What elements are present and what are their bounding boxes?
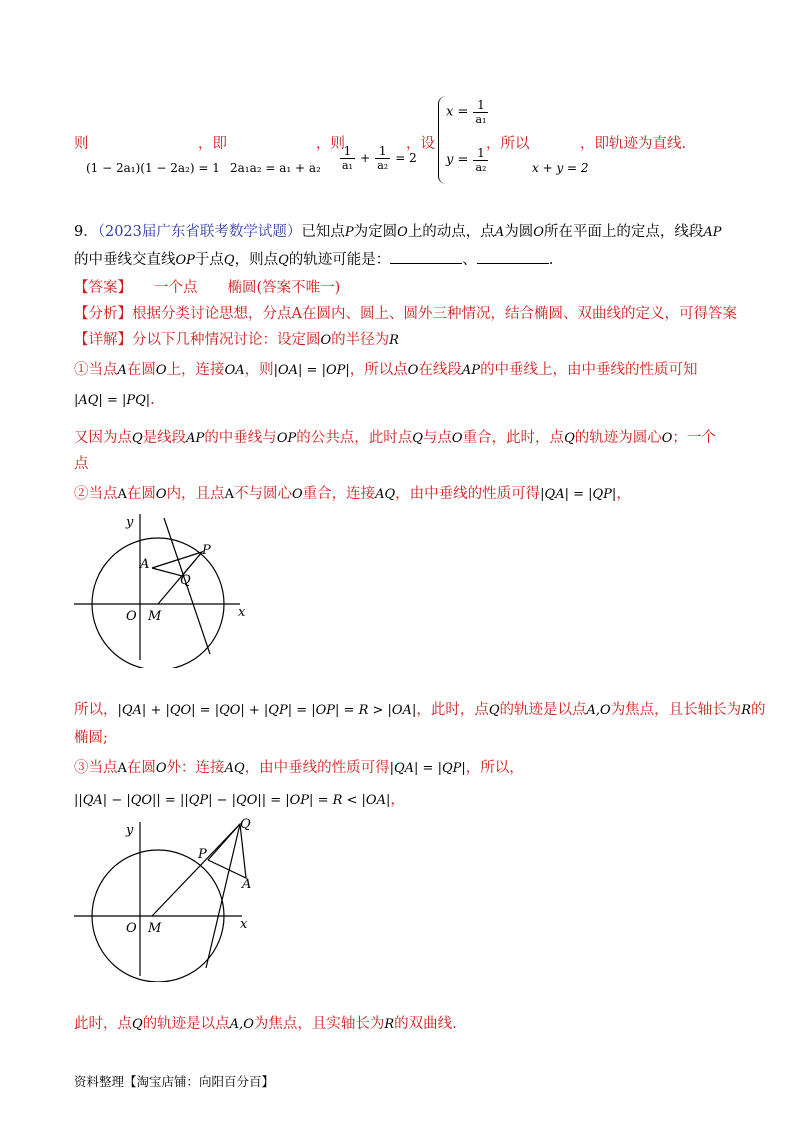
analysis-label: 【分析】: [74, 306, 132, 322]
case1-line-4: 点: [74, 456, 89, 472]
frac1-den: a₁: [342, 159, 353, 172]
frac2-den: a₂: [377, 159, 389, 172]
case2-line-1: ②当点A在圆O内，且点A不与圆心O重合，连接AQ，由中垂线的性质可得|QA| = |QP|，: [74, 486, 631, 502]
case3-line-2: ||QA| − |QO|| = ||QP| − |QO|| = |OP| = R < |OA|，: [74, 792, 405, 808]
frac1-num: 1: [340, 144, 355, 159]
case1-line-2: |AQ| = |PQ|.: [74, 392, 155, 408]
top-conclusion: ，即轨迹为直线.: [580, 136, 687, 152]
analysis-line: [74, 302, 737, 323]
top-ze2: ，则: [316, 136, 345, 152]
detail-intro: 【详解】分以下几种情况讨论：设定圆O的半径为R: [74, 332, 399, 348]
answer-blank-2: [477, 251, 549, 264]
fig1-label-y: y: [126, 515, 134, 530]
fig2-line-MQ: [152, 824, 240, 916]
analysis-text: 根据分类讨论思想，分点A在圆内、圆上、圆外三种情况，结合椭圆、双曲线的定义，可得答案: [132, 306, 737, 322]
case1-line-3: 又因为点Q是线段AP的中垂线与OP的公共点，此时点Q与点O重合，此时，点Q的轨迹为圆心O；一个: [74, 430, 716, 446]
footer-source: 资料整理【淘宝店铺：向阳百分百】: [74, 1074, 275, 1089]
fig2-label-P: P: [198, 847, 207, 862]
answer-line: [74, 276, 340, 297]
case2-result-1: 所以，|QA| + |QO| = |QO| + |QP| = |OP| = R > |OA|，此时，点Q的轨迹是以点A,O为焦点，且长轴长为R的: [74, 702, 766, 718]
fig2-label-M: M: [148, 921, 162, 936]
answer-1: 一个点: [154, 280, 198, 296]
case3-line-1: ③当点A在圆O外：连接AQ，由中垂线的性质可得|QA| = |QP|，所以，: [74, 760, 524, 776]
answer-label: 【答案】: [74, 280, 132, 296]
top-suoyi: ，所以: [486, 136, 530, 152]
figure-ellipse-case: [70, 508, 250, 668]
case3-result: 此时，点Q的轨迹是以点A,O为焦点，且实轴长为R的双曲线.: [74, 1016, 457, 1032]
fig2-label-y: y: [126, 823, 134, 838]
frac2-num: 1: [375, 144, 390, 159]
fig2-perp-bisector: [206, 824, 240, 968]
problem-number: 9．: [74, 224, 98, 240]
answer-2: 椭圆(答案不唯一): [227, 280, 341, 296]
system-y: y = $\frac{1}{\text{a₂}}$: [446, 146, 487, 174]
top-eq2: 2a₁a₂ = a₁ + a₂: [230, 161, 321, 175]
fig1-label-M: M: [148, 609, 162, 624]
fig1-label-O: O: [126, 609, 137, 624]
fig2-label-O: O: [126, 921, 137, 936]
case1-line-1: ①当点A在圆O上，连接OA，则|OA| = |OP|，所以点O在线段AP的中垂线上，由中垂线的性质可知: [74, 362, 698, 378]
fig2-label-A: A: [242, 877, 252, 892]
detail-label: 【详解】: [74, 332, 132, 348]
problem-line-1: 9．（2023届广东省联考数学试题）已知点P为定圆O上的动点，点A为圆O所在平面上的定点，线段AP: [74, 224, 722, 240]
case2-result-2: 椭圆;: [74, 730, 108, 746]
fig1-label-A: A: [140, 557, 150, 572]
problem-source: （2023届广东省联考数学试题）: [97, 224, 302, 240]
top-ze: 则: [74, 136, 89, 152]
fig1-label-x: x: [238, 605, 246, 620]
frac-eq: = 2: [395, 151, 417, 165]
frac-plus: +: [360, 151, 371, 165]
system-x: x = $\frac{1}{\text{a₁}}$: [446, 98, 487, 126]
fig1-label-Q: Q: [180, 573, 191, 588]
top-frac-expr: [340, 144, 417, 172]
top-eq1: (1 − 2a₁)(1 − 2a₂) = 1: [86, 161, 220, 175]
top-she: ，设: [406, 136, 435, 152]
fig1-label-P: P: [202, 543, 211, 558]
problem-line-2: 的中垂线交直线OP于点Q，则点Q的轨迹可能是： 、 .: [74, 252, 554, 268]
answer-blank-1: [390, 251, 462, 264]
fig2-label-Q: Q: [240, 817, 251, 832]
top-eq-final: x + y = 2: [532, 161, 589, 175]
fig2-label-x: x: [240, 917, 248, 932]
figure-hyperbola-case: [70, 812, 260, 982]
top-ji: ，即: [198, 136, 227, 152]
